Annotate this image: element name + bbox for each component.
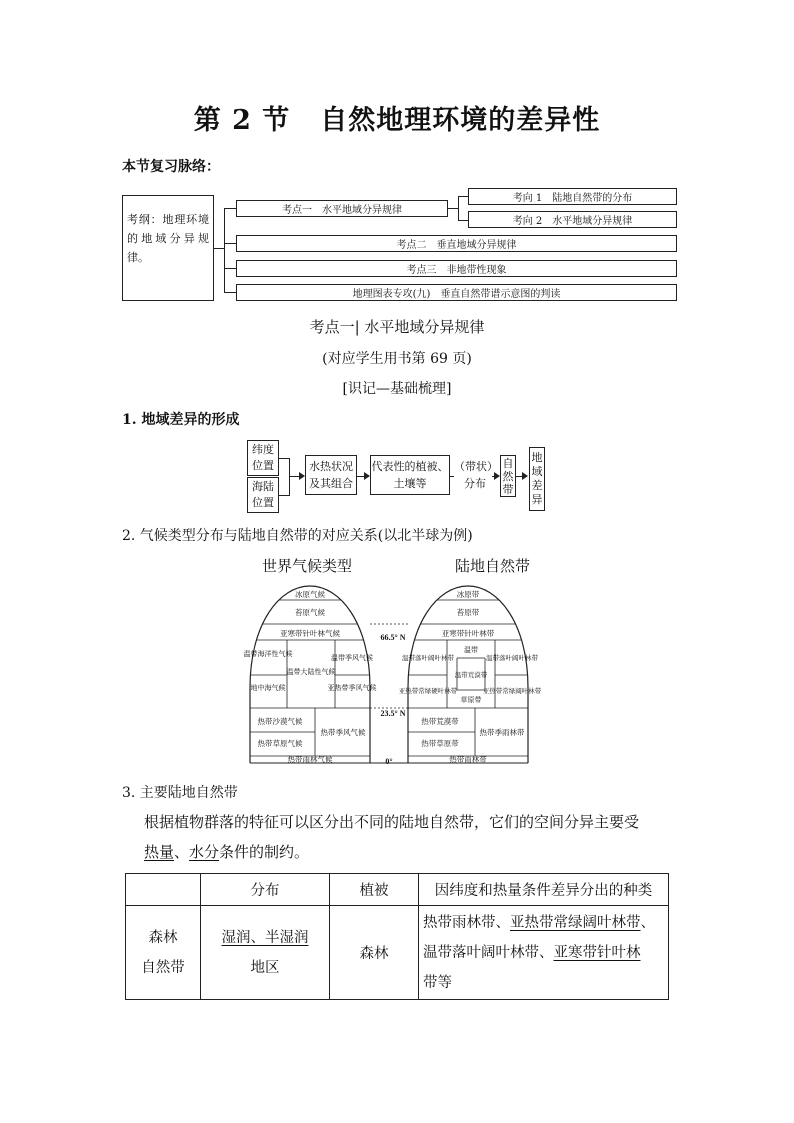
climate-continental: 温带大陆性气候 (286, 668, 336, 676)
nature-desert-tropical: 热带荒漠带 (421, 717, 459, 726)
outline-k1b: 考向 2 水平地域分异规律 (468, 211, 677, 228)
climate-monsoon-tropical: 热带季风气候 (320, 728, 366, 737)
climate-caption: 世界气候类型 (262, 557, 353, 575)
blank-water: 水分 (189, 843, 220, 861)
nature-tundra: 苔原带 (456, 608, 480, 617)
nature-taiga: 亚寒带针叶林带 (441, 629, 495, 638)
section-ref: (对应学生用书第 69 页) (322, 351, 472, 367)
item3-title: 3. 主要陆地自然带 (122, 785, 238, 801)
section-heading: 考点一| 水平地域分异规律 (309, 318, 485, 336)
item2-title: 2. 气候类型分布与陆地自然带的对应关系(以北半球为例) (122, 528, 473, 544)
natural-zone-table (125, 873, 669, 1000)
climate-savanna: 热带草原气候 (257, 739, 303, 748)
outline-k2: 考点二 垂直地域分异规律 (236, 235, 677, 252)
outline-k4: 地理图表专攻(九) 垂直自然带谱示意图的判读 (236, 284, 677, 301)
flow-natural-zone: 自 然 带 (500, 455, 516, 497)
flow-regional-difference: 地 域 差 异 (529, 447, 545, 511)
climate-marine: 温带海洋性气候 (243, 650, 293, 658)
nature-deciduous-right: 温带落叶阔叶林带 (486, 655, 538, 662)
flow-sea-land: 海陆 位置 (247, 477, 279, 513)
nature-ice: 冰原带 (456, 590, 480, 599)
outline-k1a: 考向 1 陆地自然带的分布 (468, 188, 677, 205)
flow-distribution: （带状） 分布 (454, 460, 498, 490)
flow-vegetation-soil: 代表性的植被、 土壤等 (370, 455, 450, 495)
overview-label: 本节复习脉络： (122, 159, 220, 175)
outline-k3: 考点三 非地带性现象 (236, 260, 677, 277)
nature-rainforest: 热带雨林带 (449, 755, 487, 764)
nature-steppe: 温带 (464, 646, 478, 654)
latitude-66-label: 66.5° N (380, 633, 406, 642)
nature-monsoon-forest: 热带季雨林带 (479, 728, 525, 737)
flow-latitude: 纬度 位置 (247, 440, 279, 476)
climate-rainforest: 热带雨林气候 (287, 755, 333, 764)
page-title (0, 98, 794, 137)
flow-heat-water: 水热状况 及其组合 (305, 455, 357, 495)
nature-caption: 陆地自然带 (455, 557, 531, 575)
outline-k1: 考点一 水平地域分异规律 (236, 200, 448, 217)
item1-title: 1. 地域差异的形成 (122, 412, 240, 428)
latitude-23-label: 23.5° N (380, 709, 406, 718)
nature-hardleaf: 亚热带常绿硬叶林带 (398, 688, 458, 695)
section-tag: [识记—基础梳理] (342, 381, 452, 397)
nature-evergreen: 亚热带常绿阔叶林带 (482, 688, 542, 695)
latitude-0-label: 0° (385, 757, 393, 766)
item3-paragraph: 根据植物群落的特征可以区分出不同的陆地自然带，它们的空间分异主要受 热量、水分条件的制约。 (144, 813, 640, 861)
climate-ice: 冰原气候 (295, 590, 325, 599)
outline-root: 考纲：地理环境的地域分异规律。 (122, 195, 214, 301)
climate-zone-diagram (240, 578, 560, 774)
climate-subtropical: 亚热带季风气候 (327, 684, 377, 692)
climate-mediterranean: 地中海气候 (250, 684, 286, 692)
table-row: 森林 自然带 湿润、半湿润 地区 森林 热带雨林带、亚热带常绿阔叶林带、 温带落叶阔叶林带、亚寒带针叶林 带等 (126, 906, 669, 1000)
title-section-number: 第 2 节 (193, 105, 291, 136)
nature-desert-temperate: 温带荒漠带 (454, 672, 488, 679)
nature-deciduous-left: 温带落叶阔叶林带 (402, 655, 454, 662)
nature-savanna: 热带草原带 (421, 739, 459, 748)
title-text: 自然地理环境的差异性 (320, 105, 601, 136)
climate-tundra: 苔原气候 (295, 608, 325, 617)
nature-grassland: 草原带 (460, 696, 482, 704)
climate-monsoon-temperate: 温带季风气候 (331, 654, 373, 662)
climate-desert: 热带沙漠气候 (257, 717, 303, 726)
table-header-row: 分布 植被 因纬度和热量条件差异分出的种类 (126, 874, 669, 906)
blank-heat: 热量 (144, 843, 175, 861)
climate-taiga: 亚寒带针叶林气候 (280, 629, 340, 638)
